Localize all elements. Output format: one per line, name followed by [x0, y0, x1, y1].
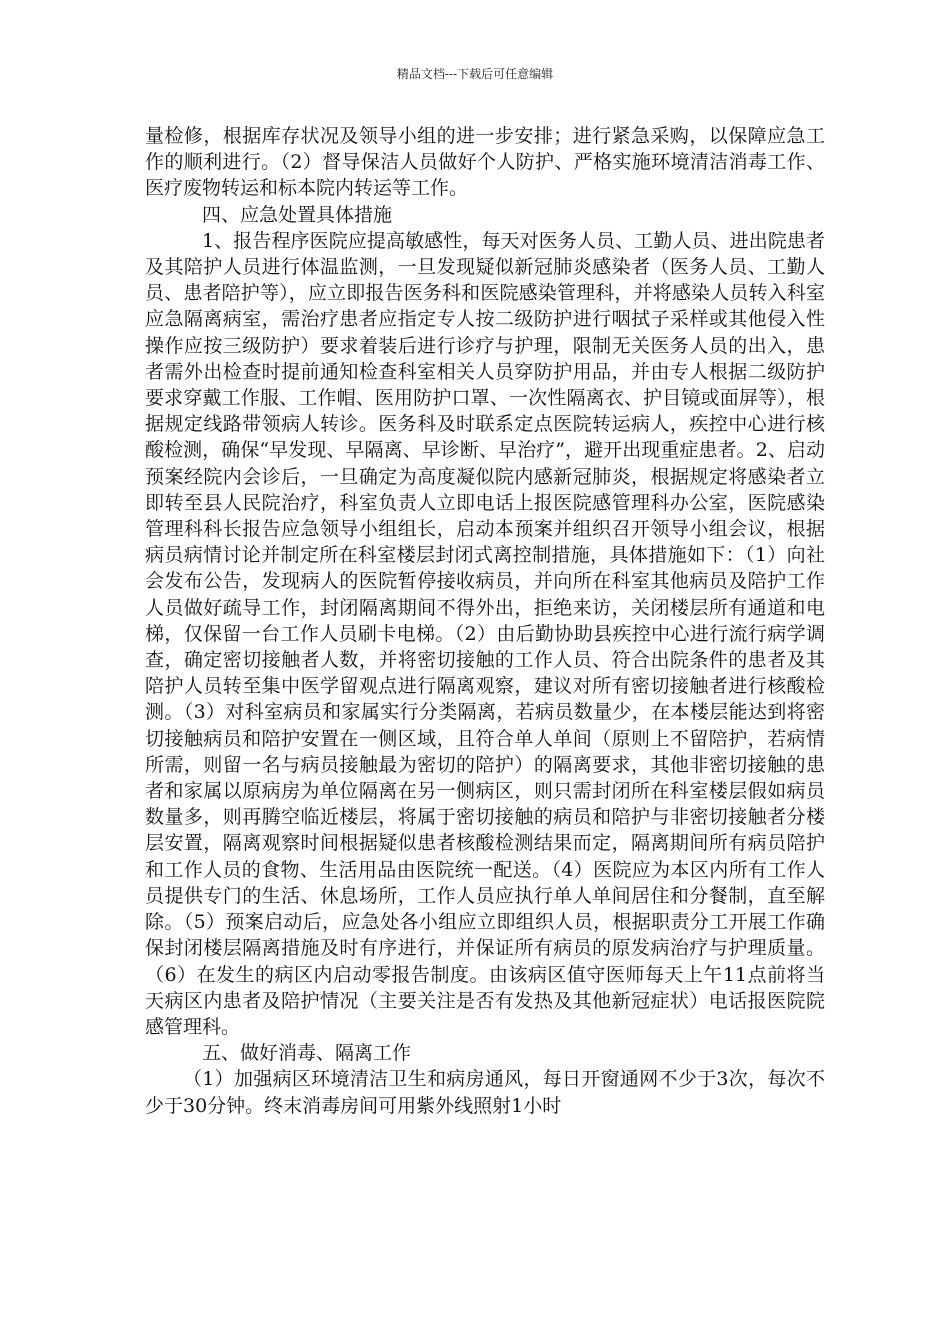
paragraph-emergency-measures: 1、报告程序医院应提高敏感性，每天对医务人员、工勤人员、进出院患者及其陪护人员进行体温监测，一旦发现疑似新冠肺炎感染者（医务人员、工勤人员、患者陪护等），应立即报告医务科和医院感染管理科，并将感染人员转入科室应急隔离病室，需治疗患者应指定专人按二级防护进行咽拭子采样或其他侵入性操作应按三级防护）要求着装后进行诊疗与护理，限制无关医务人员的出入，患者需外出检查时提前通知检查科室相关人员穿防护用品，并由专人根据二级防护要求穿戴工作服、工作帽、医用防护口罩、一次性隔离衣、护目镜或面屏等），根据规定线路带领病人转诊。医务科及时联系定点医院转运病人，疾控中心进行核酸检测，确保“早发现、早隔离、早诊断、早治疗”，避开出现重症患者。2、启动预案经院内会诊后，一旦确定为高度凝似院内感新冠肺炎，根据规定将感染者立即转至县人民院治疗，科室负责人立即电话上报医院感管理科办公室，医院感染管理科科长报告应急领导小组组长，启动本预案并组织召开领导小组会议，根据病员病情讨论并制定所在科室楼层封闭式离控制措施，具体措施如下：（1）向社会发布公告，发现病人的医院暂停接收病员，并向所在科室其他病员及陪护工作人员做好疏导工作，封闭隔离期间不得外出，拒绝来访，关闭楼层所有通道和电梯，仅保留一台工作人员刷卡电梯。（2）由后勤协助县疾控中心进行流行病学调查，确定密切接触者人数，并将密切接触的工作人员、符合出院条件的患者及其陪护人员转至集中医学留观点进行隔离观察，建议对所有密切接触者进行核酸检测。（3）对科室病员和家属实行分类隔离，若病员数量少，在本楼层能达到将密切接触病员和陪护安置在一侧区域，且符合单人单间（原则上不留陪护，若病情所需，则留一名与病员接触最为密切的陪护）的隔离要求，其他非密切接触的患者和家属以原病房为单位隔离在另一侧病区，则只需封闭所在科室楼层假如病员数量多，则再腾空临近楼层，将属于密切接触的病员和陪护与非密切接触者分楼层安置，隔离观察时间根据疑似患者核酸检测结果而定，隔离期间所有病员陪护和工作人员的食物、生活用品由医院统一配送。（4）医院应为本区内所有工作人员提供专门的生活、休息场所，工作人员应执行单人单间居住和分餐制，直至解除。（5）预案启动后，应急处各小组应立即组织人员，根据职责分工开展工作确保封闭楼层隔离措施及时有序进行，并保证所有病员的原发病治疗与护理质量。（6）在发生的病区内启动零报告制度。由该病区值守医师每天上午11点前将当天病区内患者及陪护情况（主要关注是否有发热及其他新冠症状）电话报医院院感管理科。	[145, 229, 825, 1038]
document-body	[145, 123, 825, 1119]
paragraph-continuation: 量检修，根据库存状况及领导小组的进一步安排；进行紧急采购，以保障应急工作的顺利进行。（2）督导保洁人员做好个人防护、严格实施环境清洁消毒工作、医疗废物转运和标本院内转运等工作。	[145, 125, 825, 200]
section-heading-4: 四、应急处置具体措施	[202, 203, 393, 226]
section-heading-5: 五、做好消毒、隔离工作	[202, 1042, 412, 1065]
paragraph-disinfection: （1）加强病区环境清洁卫生和病房通风，每日开窗通网不少于3次，每次不少于30分钟。终末消毒房间可用紫外线照射1小时	[145, 1068, 825, 1117]
page-header: 精品文档---下载后可任意编辑	[396, 67, 554, 81]
